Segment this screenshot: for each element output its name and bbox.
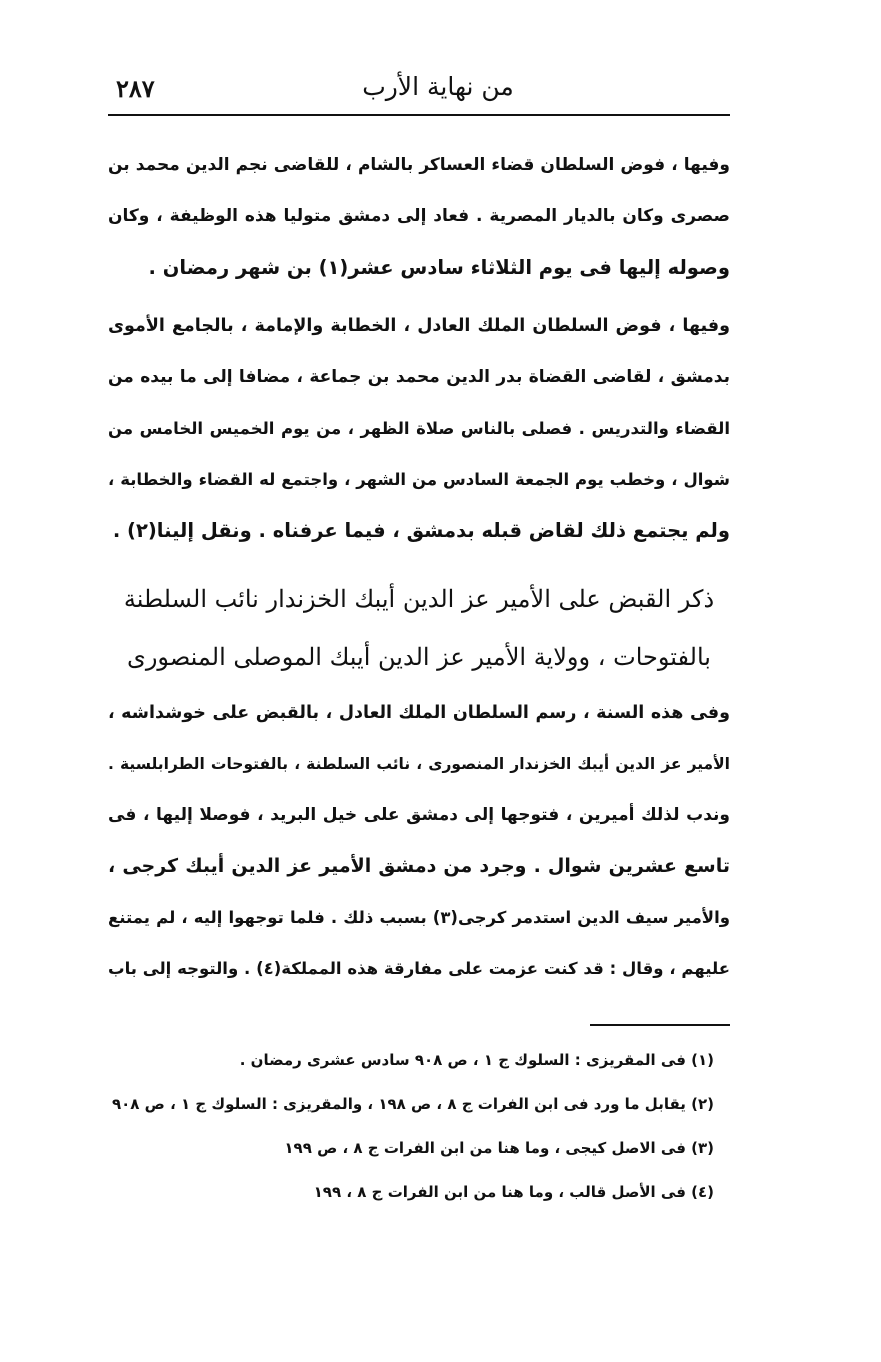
- heading-line: بالفتوحات ، وولاية الأمير عز الدين أيبك الموصلى المنصورى: [127, 643, 711, 671]
- main-text: [108, 140, 730, 994]
- text-line: وصوله إليها فى يوم الثلاثاء سادس عشر(١) بن شهر رمضان .: [148, 256, 730, 279]
- footnote-rule: [590, 1024, 730, 1026]
- running-title: من نهاية الأرب: [362, 72, 514, 101]
- text-line: والأمير سيف الدين استدمر كرجى(٣) بسبب ذلك . فلما توجهوا إليه ، لم يمتنع: [108, 908, 730, 927]
- text-line: وفى هذه السنة ، رسم السلطان الملك العادل ، بالقبض على خوشداشه ،: [108, 703, 730, 723]
- page-number: ٢٨٧: [116, 74, 155, 103]
- text-line: تاسع عشرين شوال . وجرد من دمشق الأمير عز الدين أيبك كرجى ،: [108, 855, 730, 877]
- text-line: شوال ، وخطب يوم الجمعة السادس من الشهر ، واجتمع له القضاء والخطابة ،: [108, 470, 730, 489]
- text-line: وفيها ، فوض السلطان الملك العادل ، الخطابة والإمامة ، بالجامع الأموى: [108, 316, 730, 336]
- text-line: الأمير عز الدين أيبك الخزندار المنصورى ، نائب السلطنة ، بالفتوحات الطرابلسية .: [108, 755, 730, 773]
- footnote-3: (٣) فى الاصل كيجى ، وما هنا من ابن الفرات ج ٨ ، ص ١٩٩: [284, 1139, 714, 1157]
- paragraph-2: [108, 301, 730, 556]
- footnote-2: (٢) يقابل ما ورد فى ابن الفرات ج ٨ ، ص ١٩٨ ، والمقريزى : السلوك ج ١ ، ص ٩٠٨: [111, 1095, 714, 1113]
- heading-line: ذكر القبض على الأمير عز الدين أيبك الخزندار نائب السلطنة: [123, 585, 715, 613]
- text-line: القضاء والتدريس . فصلى بالناس صلاة الظهر ، من يوم الخميس الخامس من: [108, 419, 730, 438]
- paragraph-3: [108, 688, 730, 994]
- footnote-1: (١) فى المقريزى : السلوك ج ١ ، ص ٩٠٨ سادس عشرى رمضان .: [239, 1051, 714, 1069]
- paragraph-1: [108, 140, 730, 293]
- footnote-4: (٤) فى الأصل قالب ، وما هنا من ابن الفرات ج ٨ ، ١٩٩: [313, 1183, 714, 1201]
- page-header: [108, 66, 730, 108]
- text-line: وفيها ، فوض السلطان قضاء العساكر بالشام ، للقاضى نجم الدين محمد بن: [108, 155, 730, 175]
- section-heading: [108, 570, 730, 686]
- text-line: صصرى وكان بالديار المصرية . فعاد إلى دمشق متوليا هذه الوظيفة ، وكان: [108, 206, 730, 226]
- text-line: وندب لذلك أميرين ، فتوجها إلى دمشق على خيل البريد ، فوصلا إليها ، فى: [108, 805, 730, 825]
- text-line: بدمشق ، لقاضى القضاة بدر الدين محمد بن جماعة ، مضافا إلى ما بيده من: [108, 367, 730, 387]
- footnotes: [108, 1038, 714, 1214]
- header-rule: [108, 114, 730, 116]
- text-line: عليهم ، وقال : قد كنت عزمت على مفارقة هذه المملكة(٤) . والتوجه إلى باب: [108, 959, 730, 978]
- text-line: ولم يجتمع ذلك لقاض قبله بدمشق ، فيما عرفناه . ونقل إلينا(٢) .: [112, 519, 730, 542]
